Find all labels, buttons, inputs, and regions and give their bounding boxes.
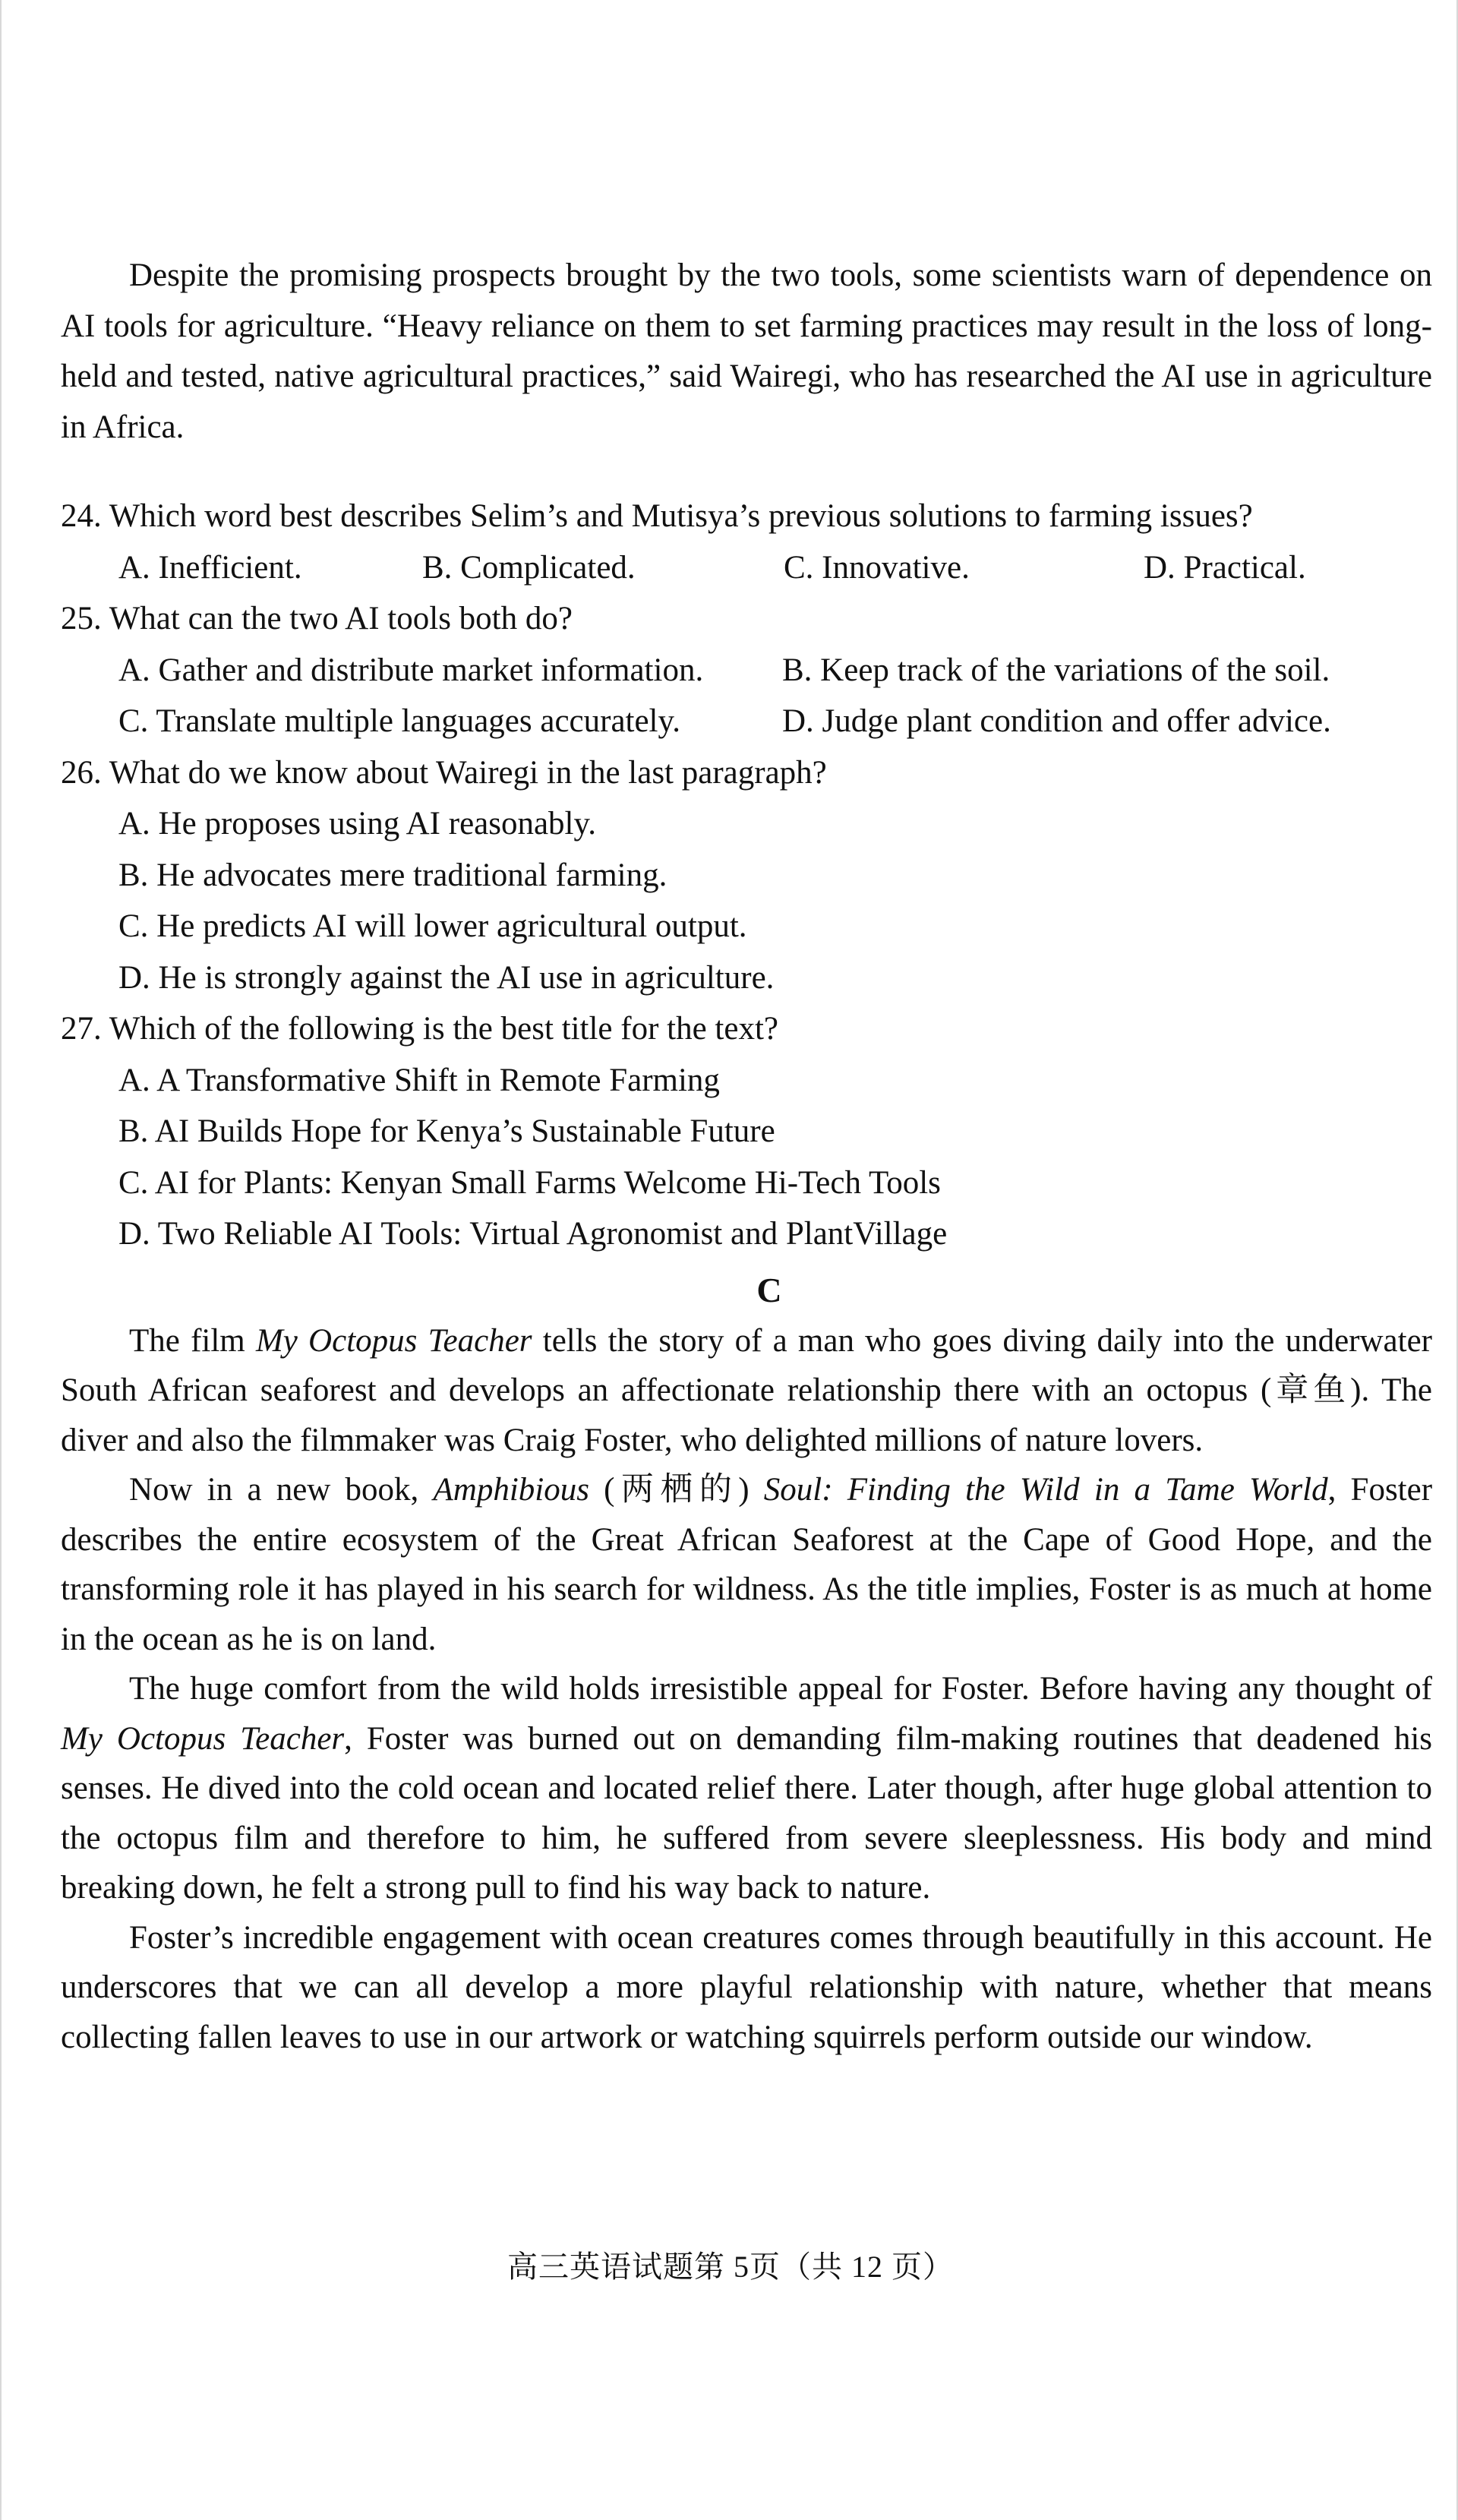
book-title-part: Amphibious: [433, 1472, 589, 1508]
option-row: [61, 542, 1432, 594]
option-c: C. Translate multiple languages accurately.: [118, 703, 680, 739]
passage-paragraph: [61, 1316, 1432, 1466]
option-c: C. AI for Plants: Kenyan Small Farms Welcome Hi-Tech Tools: [118, 1164, 941, 1201]
option-a: A. Inefficient.: [118, 549, 302, 586]
text-run: (两栖的): [589, 1472, 764, 1508]
text-run: Now in a new book,: [129, 1472, 434, 1508]
question-list: [61, 491, 1432, 1260]
question-stem: 27. Which of the following is the best title for the text?: [61, 1011, 778, 1047]
option-d: D. Two Reliable AI Tools: Virtual Agronomist and PlantVillage: [118, 1216, 948, 1252]
passage-paragraph: Despite the promising prospects brought by the two tools, some scientists warn of dependence on AI tools for agriculture. “Heavy reliance on them to set farming practices may result in the loss of long-held and tested, native agricultural practices,” said Wairegi, who has researched the AI use in agriculture in Africa.: [61, 257, 1432, 445]
section-heading: C: [756, 1270, 782, 1309]
book-title-part: Soul: Finding the Wild in a Tame World: [763, 1472, 1328, 1508]
page-footer: 高三英语试题第 5页（共 12 页）: [507, 2250, 954, 2284]
passage-paragraph: Foster’s incredible engagement with ocean creatures comes through beautifully in this account. He underscores that we can all develop a more playful relationship with nature, whether that means collecting fallen leaves to use in our artwork or watching squirrels perform outside our window.: [61, 1919, 1432, 2055]
passage-paragraph: [61, 1664, 1432, 1913]
film-title: My Octopus Teacher: [255, 1322, 532, 1359]
question-25: [61, 593, 1432, 747]
text-run: The film: [129, 1322, 256, 1359]
option-row: [61, 645, 1432, 696]
text-run: , Foster was burned out on demanding film-making routines that deadened his senses. He dived into the cold ocean and located relief there. Later though, after huge global attention to the octopus film and therefore to him, he suffered from severe sleeplessness. His body and mind breaking down, he felt a strong pull to find his way back to nature.: [61, 1720, 1433, 1906]
question-26: [61, 747, 1432, 1004]
option-c: C. He predicts AI will lower agricultural output.: [118, 908, 747, 944]
question-24: [61, 491, 1432, 593]
question-stem: 25. What can the two AI tools both do?: [61, 601, 573, 636]
option-row: [61, 696, 1432, 747]
option-a: A. He proposes using AI reasonably.: [118, 806, 596, 842]
option-a: A. A Transformative Shift in Remote Farming: [118, 1062, 720, 1098]
option-a: A. Gather and distribute market information.: [118, 652, 704, 688]
option-c: C. Innovative.: [784, 549, 970, 586]
question-stem: 26. What do we know about Wairegi in the last paragraph?: [61, 754, 827, 791]
question-27: [61, 1003, 1432, 1260]
question-stem: 24. Which word best describes Selim’s and Mutisya’s previous solutions to farming issues?: [61, 498, 1253, 534]
passage-b-tail: [61, 251, 1432, 453]
passage-c: [61, 1268, 1432, 2063]
text-run: tells the story of a man who goes diving daily into the underwater South African seaforest and develops an affectionate relationship there with an octopus (章鱼). The diver and also the filmmaker was Craig Foster, who delighted millions of nature lovers.: [61, 1322, 1432, 1458]
option-b: B. AI Builds Hope for Kenya’s Sustainable Future: [118, 1113, 775, 1149]
option-b: B. He advocates mere traditional farming.: [118, 857, 667, 893]
option-d: D. Practical.: [1144, 549, 1306, 586]
option-d: D. Judge plant condition and offer advice.: [782, 703, 1331, 739]
film-title: My Octopus Teacher: [61, 1720, 345, 1757]
page-content: [61, 251, 1432, 2062]
option-b: B. Complicated.: [422, 549, 636, 586]
text-run: , Foster describes the entire ecosystem of the Great African Seaforest at the Cape of Good Hope, and the transforming role it has played in his search for wildness. As the title implies, Foster is as much at home in the ocean as he is on land.: [61, 1472, 1433, 1657]
passage-paragraph: [61, 1465, 1432, 1664]
option-d: D. He is strongly against the AI use in agriculture.: [118, 959, 775, 996]
text-run: The huge comfort from the wild holds irresistible appeal for Foster. Before having any thought of: [129, 1671, 1432, 1707]
option-b: B. Keep track of the variations of the soil.: [782, 652, 1330, 688]
